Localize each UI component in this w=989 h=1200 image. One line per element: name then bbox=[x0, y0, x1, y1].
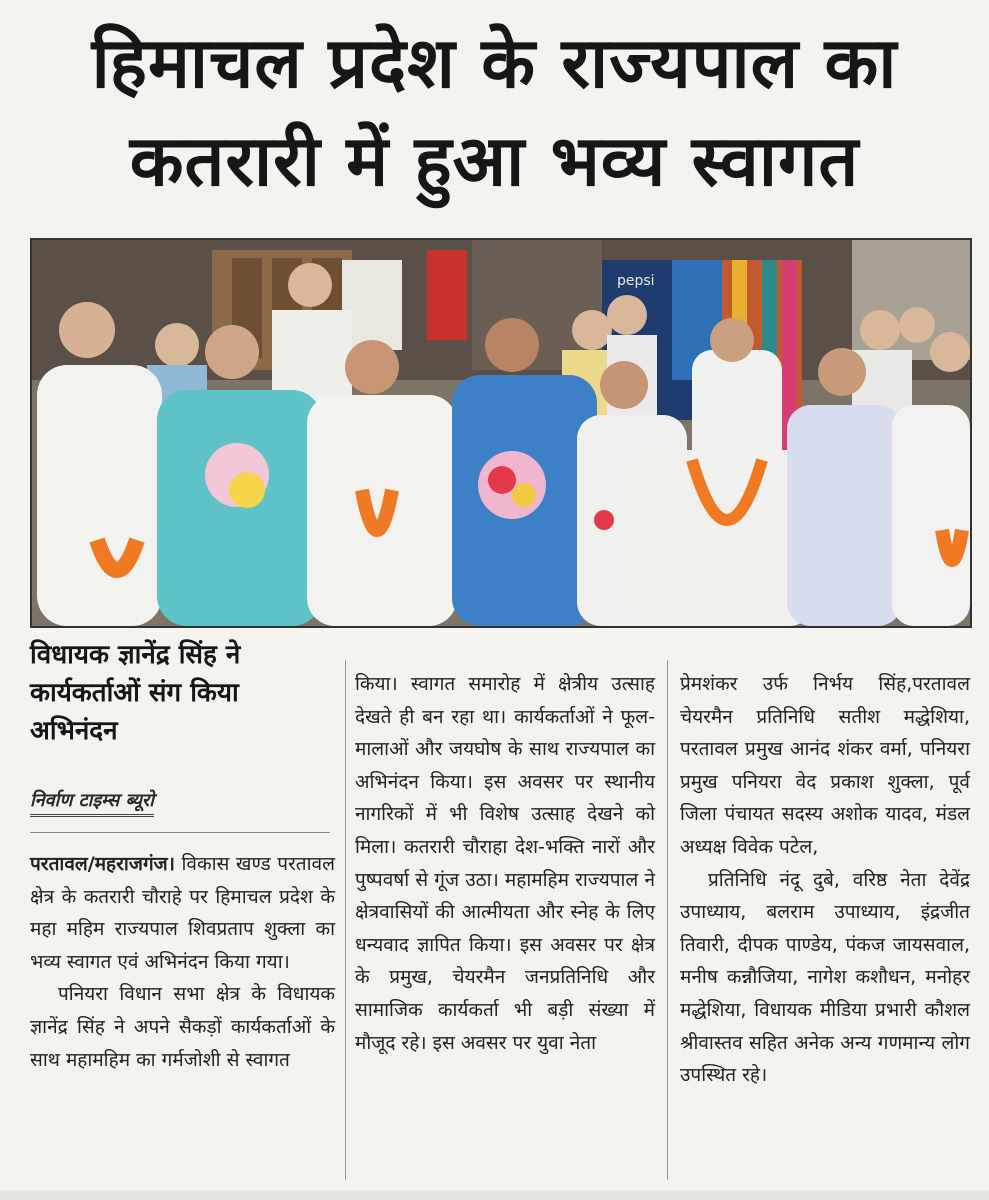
news-photo-illustration bbox=[32, 240, 970, 626]
article-column-1 bbox=[30, 848, 335, 1076]
headline-line-2: कतरारी में हुआ भव्य स्वागत bbox=[129, 120, 860, 202]
byline-text: निर्वाण टाइम्स ब्यूरो bbox=[30, 790, 154, 817]
dateline: परतावल/महराजगंज। bbox=[30, 853, 175, 875]
column-divider-1 bbox=[345, 660, 346, 1180]
article-paragraph-3: किया। स्वागत समारोह में क्षेत्रीय उत्साह देखते ही बन रहा था। कार्यकर्ताओं ने फूल-मालाओं और जयघोष के साथ राज्यपाल का अभिनंदन किया। इस अवसर पर स्थानीय नागरिकों में भी विशेष उत्साह देखने को मिला। कतरारी चौराहा देश-भक्ति नारों और पुष्पवर्षा से गूंज उठा। महामहिम राज्यपाल ने क्षेत्रवासियों की आत्मीयता और स्नेह के लिए धन्यवाद ज्ञापित किया। इस अवसर पर क्षेत्र के प्रमुख, चेयरमैन जनप्रतिनिधि और सामाजिक कार्यकर्ता भी बड़ी संख्या में मौजूद रहे। इस अवसर पर युवा नेता bbox=[355, 673, 655, 1054]
headline bbox=[20, 14, 969, 210]
news-photo bbox=[30, 238, 972, 628]
page-bottom-edge bbox=[0, 1190, 989, 1200]
article-paragraph-4: प्रेमशंकर उर्फ निर्भय सिंह,परतावल चेयरमैन प्रतिनिधि सतीश मद्धेशिया, परतावल प्रमुख आनंद शंकर वर्मा, पनियरा प्रमुख पनियरा वेद प्रकाश शुक्ला, पूर्व जिला पंचायत सदस्य अशोक यादव, मंडल अध्यक्ष विवेक पटेल, bbox=[680, 673, 970, 858]
headline-line-1: हिमाचल प्रदेश के राज्यपाल का bbox=[91, 22, 898, 104]
byline bbox=[30, 788, 330, 812]
article-paragraph-2: पनियरा विधान सभा क्षेत्र के विधायक ज्ञानेंद्र सिंह ने अपने सैकड़ों कार्यकर्ताओं के साथ महामहिम का गर्मजोशी से स्वागत bbox=[30, 983, 335, 1071]
column-divider-2 bbox=[667, 660, 668, 1180]
article-paragraph-1-text: विकास खण्ड परतावल क्षेत्र के कतरारी चौराहे पर हिमाचल प्रदेश के महा महिम राज्यपाल शिवप्रताप शुक्ला का भव्य स्वागत एवं अभिनंदन किया गया। bbox=[30, 853, 335, 973]
byline-divider bbox=[30, 832, 330, 833]
article-paragraph-1 bbox=[30, 848, 335, 978]
article-column-2 bbox=[355, 668, 655, 1059]
article-column-3 bbox=[680, 668, 970, 1092]
article-paragraph-5: प्रतिनिधि नंदू दुबे, वरिष्ठ नेता देवेंद्र उपाध्याय, बलराम उपाध्याय, इंद्रजीत तिवारी, दीपक पाण्डेय, पंकज जायसवाल, मनीष कन्नौजिया, नागेश कशौधन, मनोहर मद्धेशिया, विधायक मीडिया प्रभारी कौशल श्रीवास्तव सहित अनेक अन्य गणमान्य लोग उपस्थित रहे। bbox=[680, 868, 970, 1087]
pepsi-sign: pepsi bbox=[617, 273, 655, 289]
subheadline: विधायक ज्ञानेंद्र सिंह ने कार्यकर्ताओं संग किया अभिनंदन bbox=[30, 640, 241, 746]
